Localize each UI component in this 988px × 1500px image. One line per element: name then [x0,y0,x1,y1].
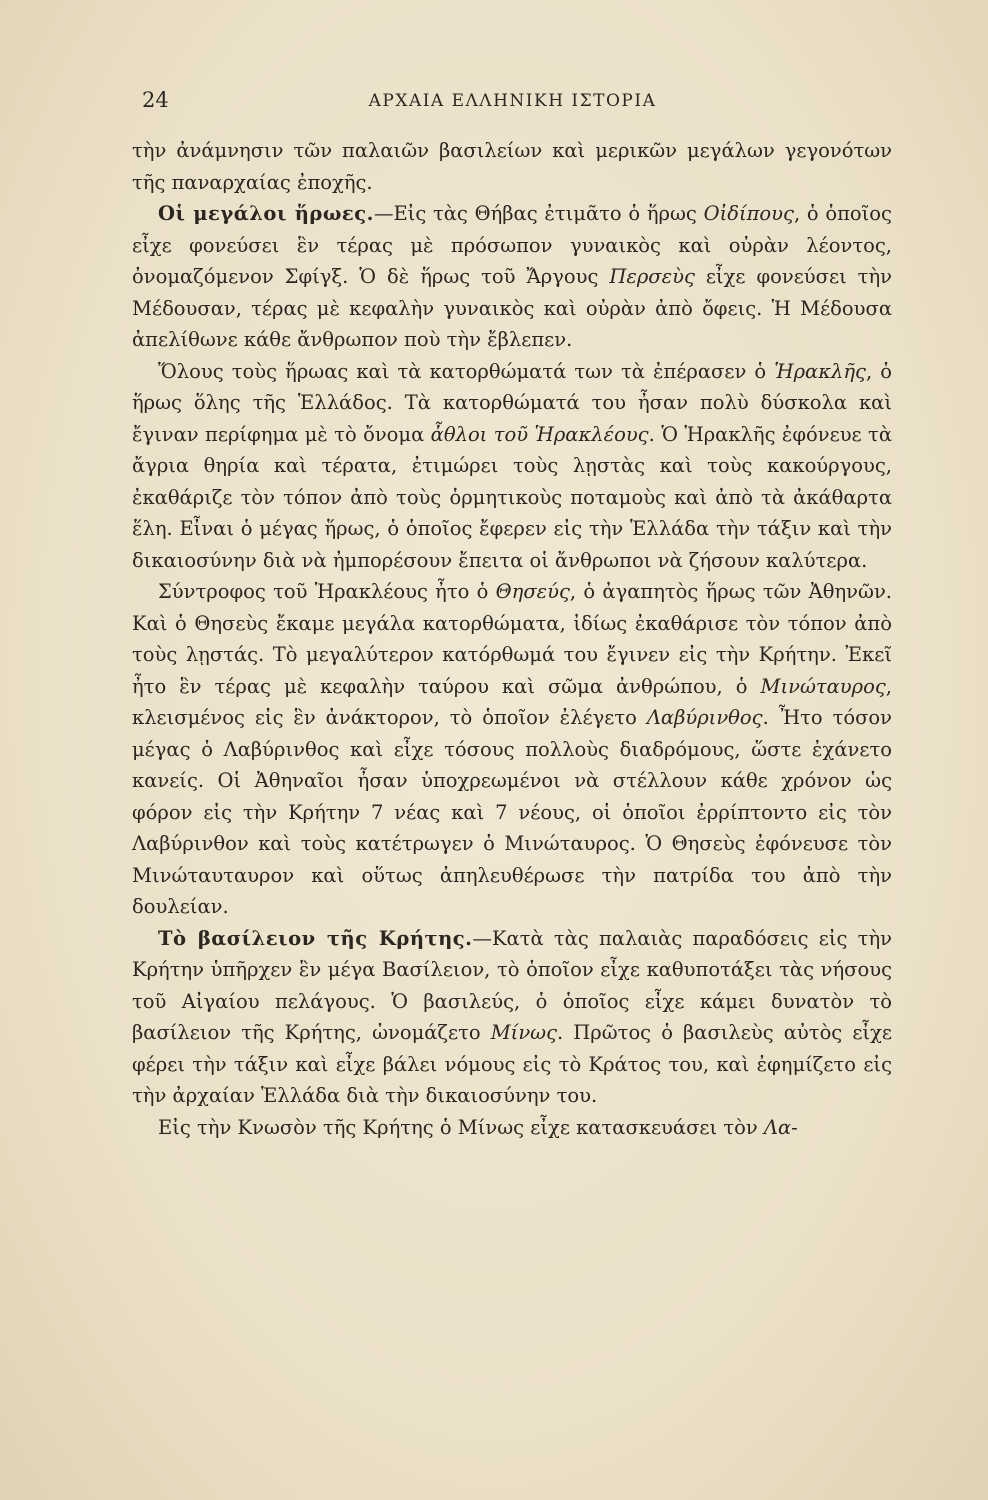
paragraph-text: εἶχε φονεύσει τὴν Μέδουσαν, τέρας μὲ κεφαλὴν γυναικὸς καὶ οὐρὰν ἀπὸ ὄφεις. Ἡ Μέδουσα ἀπελίθωνε κάθε ἄνθρωπον ποὺ τὴν ἔβλεπεν. [132,265,892,351]
paragraph-crete-kingdom [132,923,892,1112]
paragraph-text: . Ὁ Ἡρακλῆς ἐφόνευε τὰ ἄγρια θηρία καὶ τέρατα, ἐτιμώρει τοὺς λῃστὰς καὶ τοὺς κακούργους, ἐκαθάριζε τὸν τόπον ἀπὸ τοὺς ὁρμητικοὺς ποταμοὺς καὶ ἀπὸ τὰ ἀκάθαρτα ἕλη. Εἶναι ὁ μέγας ἥρως, ὁ ὁποῖος ἔφερεν εἰς τὴν Ἑλλάδα τὴν τάξιν καὶ τὴν δικαιοσύνην διὰ νὰ ἠμπορέσουν ἔπειτα οἱ ἄνθρωποι νὰ ζήσουν καλύτερα. [132,422,893,572]
page-header [130,88,895,118]
page-number: 24 [142,88,169,112]
paragraph-text: , ὁ ἥρως ὅλης τῆς Ἑλλάδος. Τὰ κατορθώματά του ἦσαν πολὺ δύσκολα καὶ ἔγιναν περίφημα μὲ τὸ ὄνομα [132,359,893,446]
proper-name: ἆθλοι τοῦ Ἡρακλέους [430,422,649,446]
paragraph-theseus [132,576,892,923]
proper-name: Οἰδίπους [703,202,794,225]
proper-name: Περσεὺς [609,265,695,288]
paragraph-text: . Ἦτο τόσον μέγας ὁ Λαβύρινθος καὶ εἶχε τόσους πολλοὺς διαδρόμους, ὥστε ἐχάνετο κανείς. Οἱ Ἀθηναῖοι ἦσαν ὑποχρεωμένοι νὰ στέλλουν κάθε χρόνον ὡς φόρον εἰς τὴν Κρήτην 7 νέας καὶ 7 νέους, οἱ ὁποῖοι ἐρρίπτοντο εἰς τὸν Λαβύρινθον καὶ τοὺς κατέτρωγεν ὁ Μινώταυρος. Ὁ Θησεὺς ἐφόνευσε τὸν Μινώταυταυρον καὶ οὕτως ἀπηλευθέρωσε τὴν πατρίδα του ἀπὸ τὴν δουλείαν. [132,706,892,918]
paragraph-text: Εἰς τὴν Κνωσὸν τῆς Κρήτης ὁ Μίνως εἶχε κατασκευάσει τὸν [158,1115,764,1139]
proper-name: Μινώταυρος [760,674,886,698]
proper-name: Λα- [763,1115,798,1139]
paragraph-text: , κλεισμένος εἰς ἓν ἀνάκτορον, τὸ ὁποῖον ἐλέγετο [132,674,892,729]
paragraph-heracles [132,356,892,577]
paragraph-text: , ὁ ἀγαπητὸς ἥρως τῶν Ἀθηνῶν. Καὶ ὁ Θησεὺς ἔκαμε μεγάλα κατορθώματα, ἰδίως ἐκαθάρισε τὸν τόπον ἀπὸ τοὺς λῃστάς. Τὸ μεγαλύτερον κατόρθωμά του ἔγινεν εἰς τὴν Κρήτην. Ἐκεῖ ἦτο ἓν τέρας μὲ κεφαλὴν ταύρου καὶ σῶμα ἀνθρώπου, ὁ [132,580,892,698]
section-heading: Τὸ βασίλειον τῆς Κρήτης. [158,926,473,950]
paragraph-text: , ὁ ὁποῖος εἶχε φονεύσει ἓν τέρας μὲ πρόσωπον γυναικὸς καὶ οὐρὰν λέοντος, ὀνομαζόμενον Σφίγξ. Ὁ δὲ ἥρως τοῦ Ἄργους [132,202,892,288]
section-heading: Οἱ μεγάλοι ἥρωες. [158,202,374,225]
proper-name: Θησεύς [495,580,570,603]
paragraph-knossos [132,1112,892,1144]
paragraph-continuation [132,135,892,198]
body-text [132,135,892,1143]
paragraph-text: τὴν ἀνάμνησιν τῶν παλαιῶν βασιλείων καὶ μερικῶν μεγάλων γεγονότων τῆς παναρχαίας ἐποχῆς. [132,139,892,194]
paragraph-text: —Εἰς τὰς Θήβας ἐτιμᾶτο ὁ ἥρως [373,202,704,225]
proper-name: Λαβύρινθος [646,706,763,729]
paragraph-text: Ὅλους τοὺς ἥρωας καὶ τὰ κατορθώματά των τὰ ἐπέρασεν ὁ [158,359,775,383]
paragraph-text: . Πρῶτος ὁ βασιλεὺς αὐτὸς εἶχε φέρει τὴν τάξιν καὶ εἶχε βάλει νόμους εἰς τὸ Κράτος του, καὶ ἐφημίζετο εἰς τὴν ἀρχαίαν Ἑλλάδα διὰ τὴν δικαιοσύνην του. [132,1021,892,1107]
paragraph-text: Σύντροφος τοῦ Ἡρακλέους ἦτο ὁ [158,580,496,603]
running-title: ΑΡΧΑΙΑ ΕΛΛΗΝΙΚΗ ΙΣΤΟΡΙΑ [368,91,657,111]
paragraph-text: —Κατὰ τὰς παλαιὰς παραδόσεις εἰς τὴν Κρήτην ὑπῆρχεν ἓν μέγα Βασίλειον, τὸ ὁποῖον εἶχε καθυποτάξει τὰς νήσους τοῦ Αἰγαίου πελάγους. Ὁ βασιλεύς, ὁ ὁποῖος εἶχε κάμει δυνατὸν τὸ βασίλειον τῆς Κρήτης, ὠνομάζετο [132,926,892,1044]
paragraph-heroes [132,198,892,356]
proper-name: Μίνως [490,1021,557,1044]
proper-name: Ἡρακλῆς [774,359,866,383]
